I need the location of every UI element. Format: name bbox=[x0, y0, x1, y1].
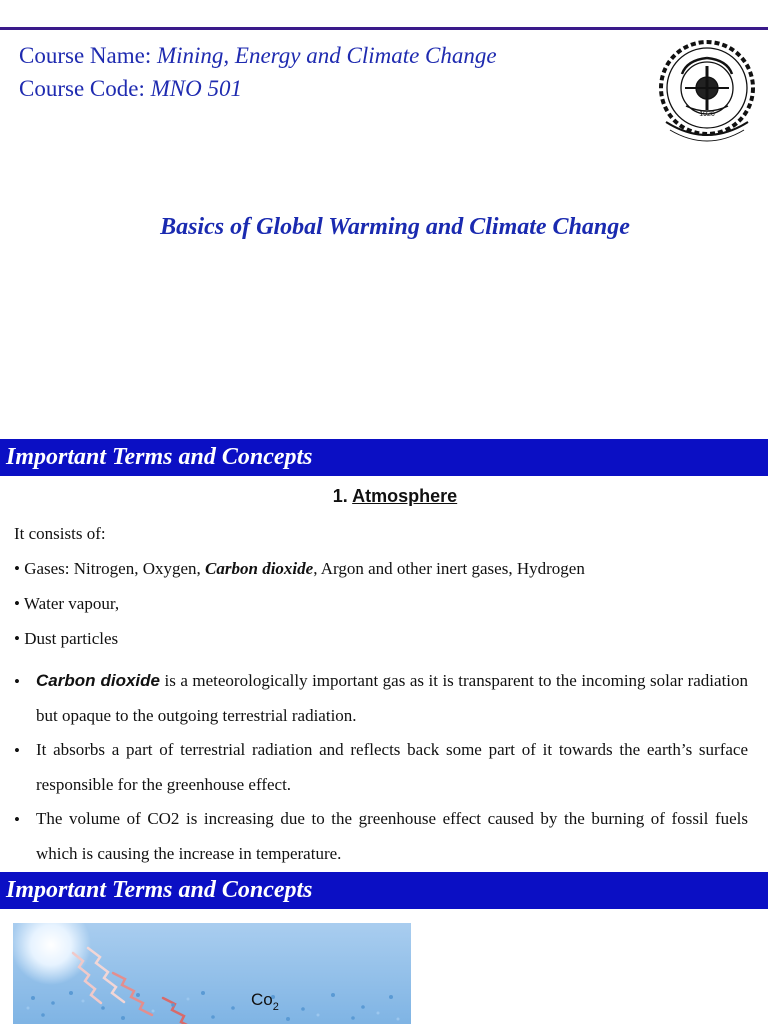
section-number: 1. bbox=[332, 486, 348, 506]
bullet-marker: • bbox=[14, 810, 20, 829]
institute-logo bbox=[652, 36, 762, 148]
gases-emphasis: Carbon dioxide bbox=[205, 559, 314, 578]
bullet-paragraph-3: The volume of CO2 is increasing due to the greenhouse effect caused by the burning of fossil fuels which is causing the increase in temperature. bbox=[36, 809, 748, 863]
gases-prefix: • Gases: Nitrogen, Oxygen, bbox=[14, 559, 206, 578]
water-item: • Water vapour, bbox=[14, 594, 120, 613]
co2-label-main: Co bbox=[251, 990, 273, 1009]
section-banner: Important Terms and Concepts bbox=[0, 439, 768, 476]
bullet-paragraph-1 bbox=[36, 663, 748, 733]
section-label: Atmosphere bbox=[352, 486, 458, 506]
section-banner: Important Terms and Concepts bbox=[0, 872, 768, 909]
course-code bbox=[19, 75, 242, 103]
bullet-1-text: is a meteorologically important gas as it is transparent to the incoming solar radiation but opaque to the outgoing terrestrial radiation. bbox=[36, 671, 749, 725]
header-rule bbox=[0, 27, 768, 30]
intro-text: It consists of: bbox=[14, 524, 106, 543]
dust-item: • Dust particles bbox=[14, 629, 119, 648]
deck-title: Basics of Global Warming and Climate Change bbox=[160, 214, 630, 240]
course-name-label: Course Name: bbox=[19, 43, 152, 68]
bullet-paragraph-2: It absorbs a part of terrestrial radiation and reflects back some part of it towards the earth’s surface responsible for the greenhouse effect. bbox=[36, 740, 748, 794]
course-name-value: Mining, Energy and Climate Change bbox=[156, 43, 497, 68]
greenhouse-image bbox=[13, 923, 411, 1024]
logo-year: 1926 bbox=[699, 111, 715, 118]
gases-item bbox=[14, 559, 585, 579]
gases-suffix: , Argon and other inert gases, Hydrogen bbox=[313, 559, 585, 578]
bullet-marker: • bbox=[14, 672, 20, 691]
co2-label-subscript: 2 bbox=[272, 1001, 279, 1013]
section-heading bbox=[0, 486, 768, 507]
course-name bbox=[19, 42, 497, 70]
course-code-value: MNO 501 bbox=[150, 76, 242, 101]
course-code-label: Course Code: bbox=[19, 76, 145, 101]
bullet-1-emphasis: Carbon dioxide bbox=[36, 671, 160, 690]
bullet-marker: • bbox=[14, 741, 20, 760]
